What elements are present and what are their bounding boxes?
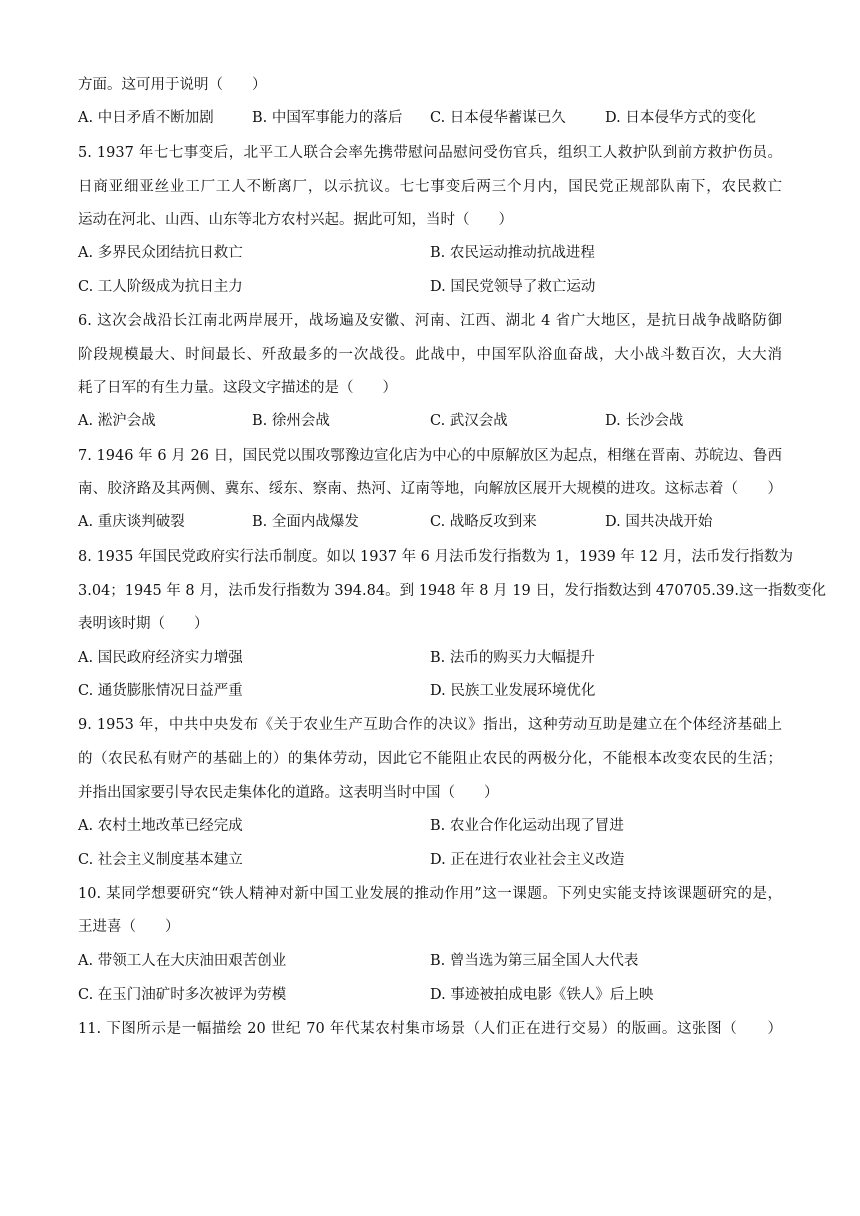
q6-option-c: C. 武汉会战	[430, 413, 508, 429]
q9-option-d: D. 正在进行农业社会主义改造	[430, 852, 625, 868]
q5-stem-line-3: 运动在河北、山西、山东等北方农村兴起。据此可知，当时（ ）	[78, 212, 513, 228]
q4-option-d: D. 日本侵华方式的变化	[605, 110, 756, 126]
q8-option-b: B. 法币的购买力大幅提升	[430, 650, 595, 666]
q5-stem-line-2: 日商亚细亚丝业工厂工人不断离厂，以示抗议。七七事变后两三个月内，国民党正规部队南下，农民救亡	[78, 179, 782, 195]
q9-stem-line-3: 并指出国家要引导农民走集体化的道路。这表明当时中国（ ）	[78, 785, 499, 801]
q11-stem-line-1: 11. 下图所示是一幅描绘 20 世纪 70 年代某农村集市场景（人们正在进行交易）的版画。这张图（ ）	[78, 1021, 782, 1037]
q8-option-c: C. 通货膨胀情况日益严重	[78, 683, 243, 699]
q6-option-b: B. 徐州会战	[252, 413, 330, 429]
q4-option-a: A. 中日矛盾不断加剧	[78, 110, 214, 126]
q6-option-d: D. 长沙会战	[605, 413, 684, 429]
q9-option-a: A. 农村土地改革已经完成	[78, 818, 243, 834]
q5-option-a: A. 多界民众团结抗日救亡	[78, 245, 243, 261]
q8-option-d: D. 民族工业发展环境优化	[430, 683, 596, 699]
q6-stem-line-1: 6. 这次会战沿长江南北两岸展开，战场遍及安徽、河南、江西、湖北 4 省广大地区，是抗日战争战略防御	[78, 313, 782, 329]
q10-option-b: B. 曾当选为第三届全国人大代表	[430, 953, 639, 969]
q7-stem-line-2: 南、胶济路及其两侧、冀东、绥东、察南、热河、辽南等地，向解放区展开大规模的进攻。这标志着（ ）	[78, 481, 782, 497]
q6-stem-line-2: 阶段规模最大、时间最长、歼敌最多的一次战役。此战中，中国军队浴血奋战，大小战斗数百次，大大消	[78, 347, 782, 363]
q5-option-c: C. 工人阶级成为抗日主力	[78, 279, 243, 295]
q5-option-d: D. 国民党领导了救亡运动	[430, 279, 596, 295]
q9-stem-line-1: 9. 1953 年，中共中央发布《关于农业生产互助合作的决议》指出，这种劳动互助是建立在个体经济基础上	[78, 717, 782, 733]
q9-option-b: B. 农业合作化运动出现了冒进	[430, 818, 624, 834]
q4-option-b: B. 中国军事能力的落后	[252, 110, 403, 126]
q9-stem-line-2: 的（农民私有财产的基础上的）的集体劳动，因此它不能阻止农民的两极分化，不能根本改变农民的生活；	[78, 751, 782, 767]
q8-option-a: A. 国民政府经济实力增强	[78, 650, 243, 666]
q7-option-d: D. 国共决战开始	[605, 514, 713, 530]
q10-stem-line-2: 王进喜（ ）	[78, 919, 180, 935]
q5-option-b: B. 农民运动推动抗战进程	[430, 245, 595, 261]
q7-option-c: C. 战略反攻到来	[430, 514, 537, 530]
q7-stem-line-1: 7. 1946 年 6 月 26 日，国民党以围攻鄂豫边宣化店为中心的中原解放区为起点，相继在晋南、苏皖边、鲁西	[78, 448, 782, 464]
q4-stem-tail: 方面。这可用于说明（ ）	[78, 77, 267, 93]
q6-option-a: A. 淞沪会战	[78, 413, 156, 429]
q6-stem-line-3: 耗了日军的有生力量。这段文字描述的是（ ）	[78, 380, 397, 396]
q10-option-c: C. 在玉门油矿时多次被评为劳模	[78, 987, 287, 1003]
q10-stem-line-1: 10. 某同学想要研究“铁人精神对新中国工业发展的推动作用”这一课题。下列史实能支持该课题研究的是，	[78, 886, 782, 902]
q7-option-b: B. 全面内战爆发	[252, 514, 359, 530]
q7-option-a: A. 重庆谈判破裂	[78, 514, 185, 530]
q10-option-d: D. 事迹被拍成电影《铁人》后上映	[430, 987, 654, 1003]
q10-option-a: A. 带领工人在大庆油田艰苦创业	[78, 953, 287, 969]
q8-stem-line-2: 3.04；1945 年 8 月，法币发行指数为 394.84。到 1948 年 8 月 19 日，发行指数达到 470705.39.这一指数变化	[78, 583, 826, 599]
q8-stem-line-3: 表明该时期（ ）	[78, 616, 209, 632]
q9-option-c: C. 社会主义制度基本建立	[78, 852, 243, 868]
q8-stem-line-1: 8. 1935 年国民党政府实行法币制度。如以 1937 年 6 月法币发行指数为 1，1939 年 12 月，法币发行指数为	[78, 549, 794, 565]
q4-option-c: C. 日本侵华蓄谋已久	[430, 110, 566, 126]
q5-stem-line-1: 5. 1937 年七七事变后，北平工人联合会率先携带慰问品慰问受伤官兵，组织工人救护队到前方救护伤员。	[78, 145, 782, 161]
